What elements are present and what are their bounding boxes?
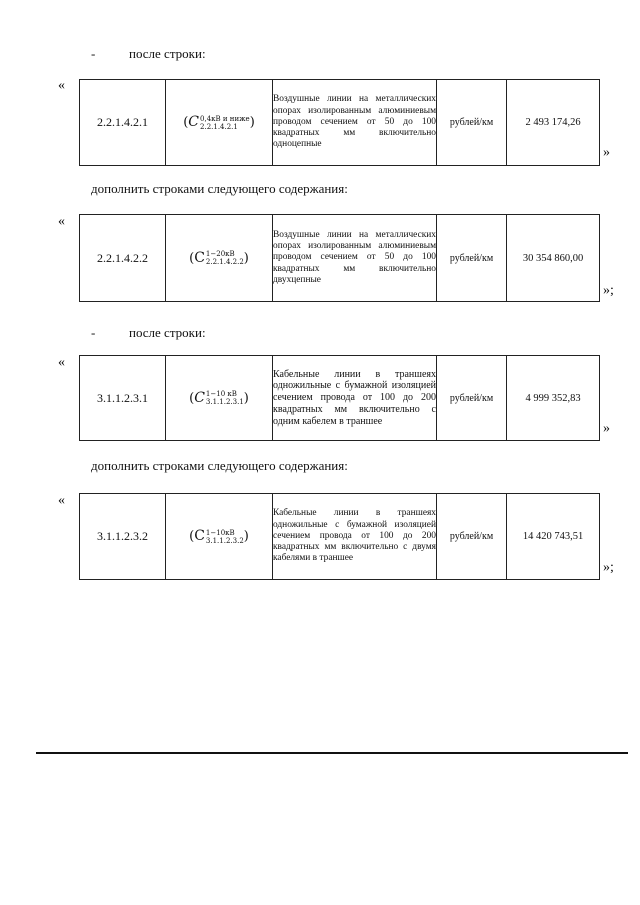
dash-marker: - <box>91 325 96 340</box>
row-description-cell <box>273 356 437 441</box>
close-quote: »; <box>603 560 614 575</box>
dash-marker: - <box>91 46 96 61</box>
symbol-subscript: 3.1.1.2.3.2 <box>205 536 244 545</box>
row-code: 2.2.1.4.2.2 <box>80 215 166 302</box>
close-quote: » <box>603 421 610 436</box>
note-after-row-2 <box>91 325 206 341</box>
row-unit: рублей/км <box>437 494 507 580</box>
symbol-base: C <box>194 528 205 545</box>
row-value: 14 420 743,51 <box>507 494 600 580</box>
symbol-superscript: 0,4кВ и ниже <box>200 114 250 123</box>
symbol-subscript: 2.2.1.4.2.1 <box>200 122 238 131</box>
row-value: 4 999 352,83 <box>507 356 600 441</box>
table-row <box>80 494 600 580</box>
rate-symbol: (C 1−10кВ 3.1.1.2.3.2 ) <box>166 494 273 580</box>
row-value: 2 493 174,26 <box>507 80 600 166</box>
tariff-table-4 <box>79 493 600 580</box>
row-description: Воздушные линии на металлических опорах изолированным алюминиевым проводом сечением от 50 до 100 квадратных мм включительно двухцепные <box>273 229 436 285</box>
row-description: Кабельные линии в траншеях одножильные с бумажной изоляцией сечением провода от 100 до 200 квадратных мм включительно с двумя кабелями в траншее <box>273 508 436 564</box>
rate-symbol: (C 1−10 кВ 3.1.1.2.3.1 ) <box>166 356 273 441</box>
symbol-base: C <box>188 114 200 131</box>
page-divider-line <box>36 752 628 754</box>
open-quote: « <box>58 355 65 370</box>
row-unit: рублей/км <box>437 356 507 441</box>
symbol-subscript: 3.1.1.2.3.1 <box>205 398 244 407</box>
table-row <box>80 80 600 166</box>
row-unit: рублей/км <box>437 215 507 302</box>
rate-symbol: (C 1−20кВ 2.2.1.4.2.2 ) <box>166 215 273 302</box>
row-description-cell <box>273 494 437 580</box>
row-unit: рублей/км <box>437 80 507 166</box>
symbol-subscript: 2.2.1.4.2.2 <box>205 258 244 267</box>
note-text: дополнить строками следующего содержания: <box>91 181 348 196</box>
note-add-rows-1 <box>91 181 348 197</box>
symbol-base: C <box>194 249 205 266</box>
symbol-superscript: 1−10кВ <box>205 528 235 537</box>
tariff-table-1 <box>79 79 600 166</box>
row-value: 30 354 860,00 <box>507 215 600 302</box>
note-text: после строки: <box>129 325 206 340</box>
row-description-cell <box>273 215 437 302</box>
symbol-superscript: 1−20кВ <box>205 250 235 259</box>
tariff-table-3 <box>79 355 600 441</box>
note-text: дополнить строками следующего содержания: <box>91 458 348 473</box>
note-add-rows-2 <box>91 458 348 474</box>
symbol-base: C <box>194 389 205 406</box>
symbol-superscript: 1−10 кВ <box>205 390 237 399</box>
open-quote: « <box>58 214 65 229</box>
tariff-table-2 <box>79 214 600 302</box>
close-quote: »; <box>603 283 614 298</box>
note-text: после строки: <box>129 46 206 61</box>
row-code: 3.1.1.2.3.2 <box>80 494 166 580</box>
table-row <box>80 356 600 441</box>
rate-symbol: (C 0,4кВ и ниже 2.2.1.4.2.1 ) <box>166 80 273 166</box>
row-code: 3.1.1.2.3.1 <box>80 356 166 441</box>
open-quote: « <box>58 493 65 508</box>
row-code: 2.2.1.4.2.1 <box>80 80 166 166</box>
open-quote: « <box>58 78 65 93</box>
row-description: Кабельные линии в траншеях одножильные с бумажной изоляцией сечением провода от 100 до 200 квадратных мм включительно с одним кабелем в траншее <box>273 368 436 427</box>
row-description-cell <box>273 80 437 166</box>
note-after-row-1 <box>91 46 206 62</box>
close-quote: » <box>603 145 610 160</box>
table-row <box>80 215 600 302</box>
row-description: Воздушные линии на металлических опорах изолированным алюминиевым проводом сечением от 50 до 100 квадратных мм включительно одноцепные <box>273 94 436 150</box>
